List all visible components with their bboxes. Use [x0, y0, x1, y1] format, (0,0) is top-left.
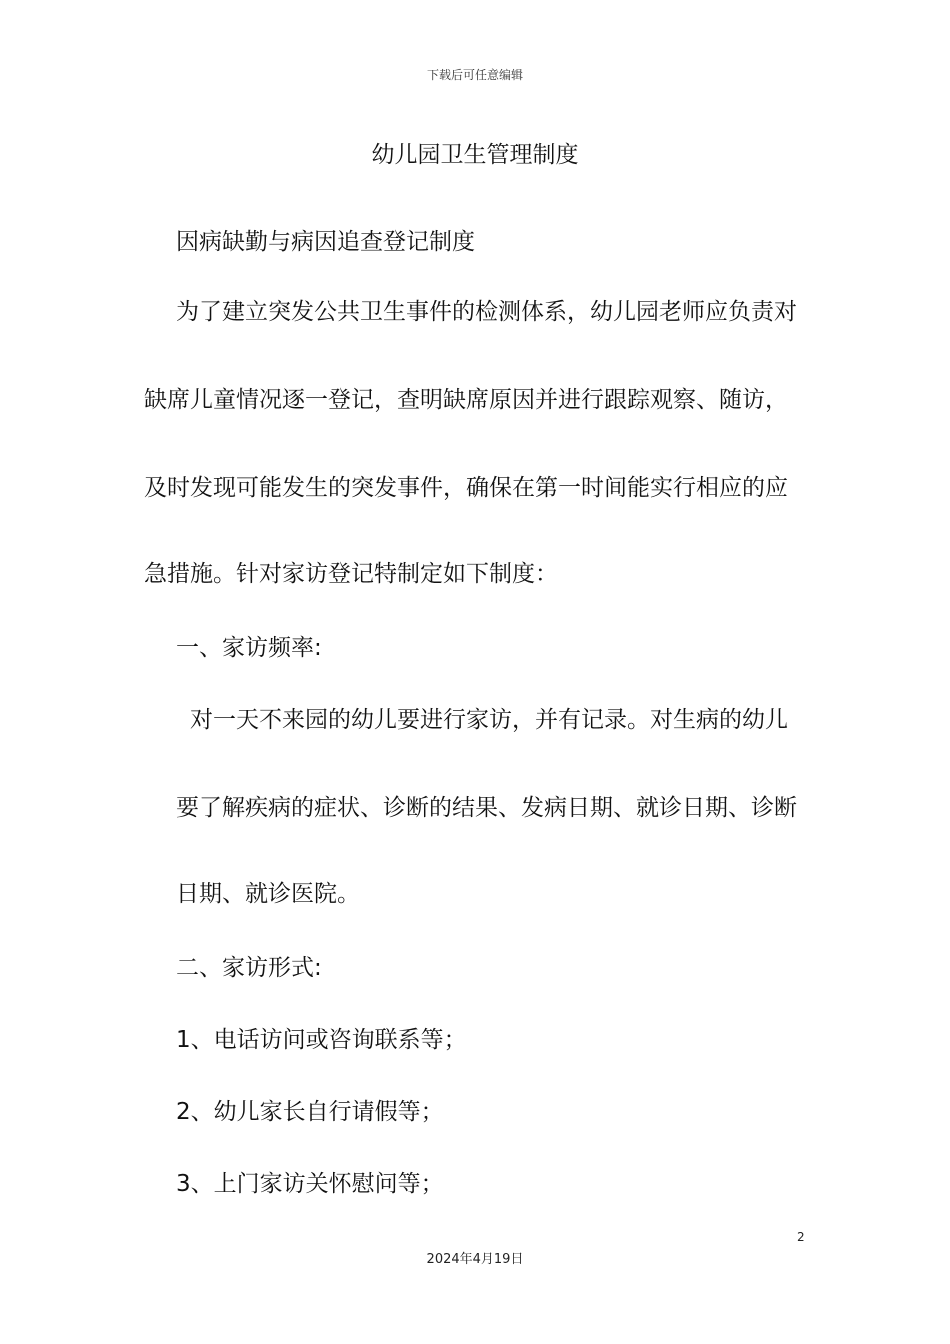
intro-line-4: 急措施。针对家访登记特制定如下制度： — [144, 561, 558, 587]
intro-line-2: 缺席儿童情况逐一登记，查明缺席原因并进行跟踪观察、随访， — [144, 387, 788, 413]
section-1-heading: 一、家访频率: — [176, 635, 322, 661]
section-2-heading: 二、家访形式: — [176, 955, 322, 981]
document-title: 幼儿园卫生管理制度 — [371, 142, 579, 168]
section-title: 因病缺勤与病因追查登记制度 — [176, 229, 475, 255]
section-1-line-3: 日期、就诊医院。 — [176, 881, 360, 907]
list-item: 3、上门家访关怀慰问等； — [176, 1171, 444, 1197]
footer-date: 2024年4月19日 — [426, 1252, 524, 1267]
intro-line-1: 为了建立突发公共卫生事件的检测体系，幼儿园老师应负责对 — [176, 299, 797, 325]
page-number: 2 — [797, 1230, 805, 1244]
list-item: 2、幼儿家长自行请假等； — [176, 1099, 444, 1125]
list-item: 1、电话访问或咨询联系等； — [176, 1027, 467, 1053]
section-1-line-1: 对一天不来园的幼儿要进行家访，并有记录。对生病的幼儿 — [190, 707, 788, 733]
intro-line-3: 及时发现可能发生的突发事件，确保在第一时间能实行相应的应 — [144, 475, 788, 501]
page-header: 下载后可任意编辑 — [426, 68, 523, 82]
section-1-line-2: 要了解疾病的症状、诊断的结果、发病日期、就诊日期、诊断 — [176, 795, 797, 821]
